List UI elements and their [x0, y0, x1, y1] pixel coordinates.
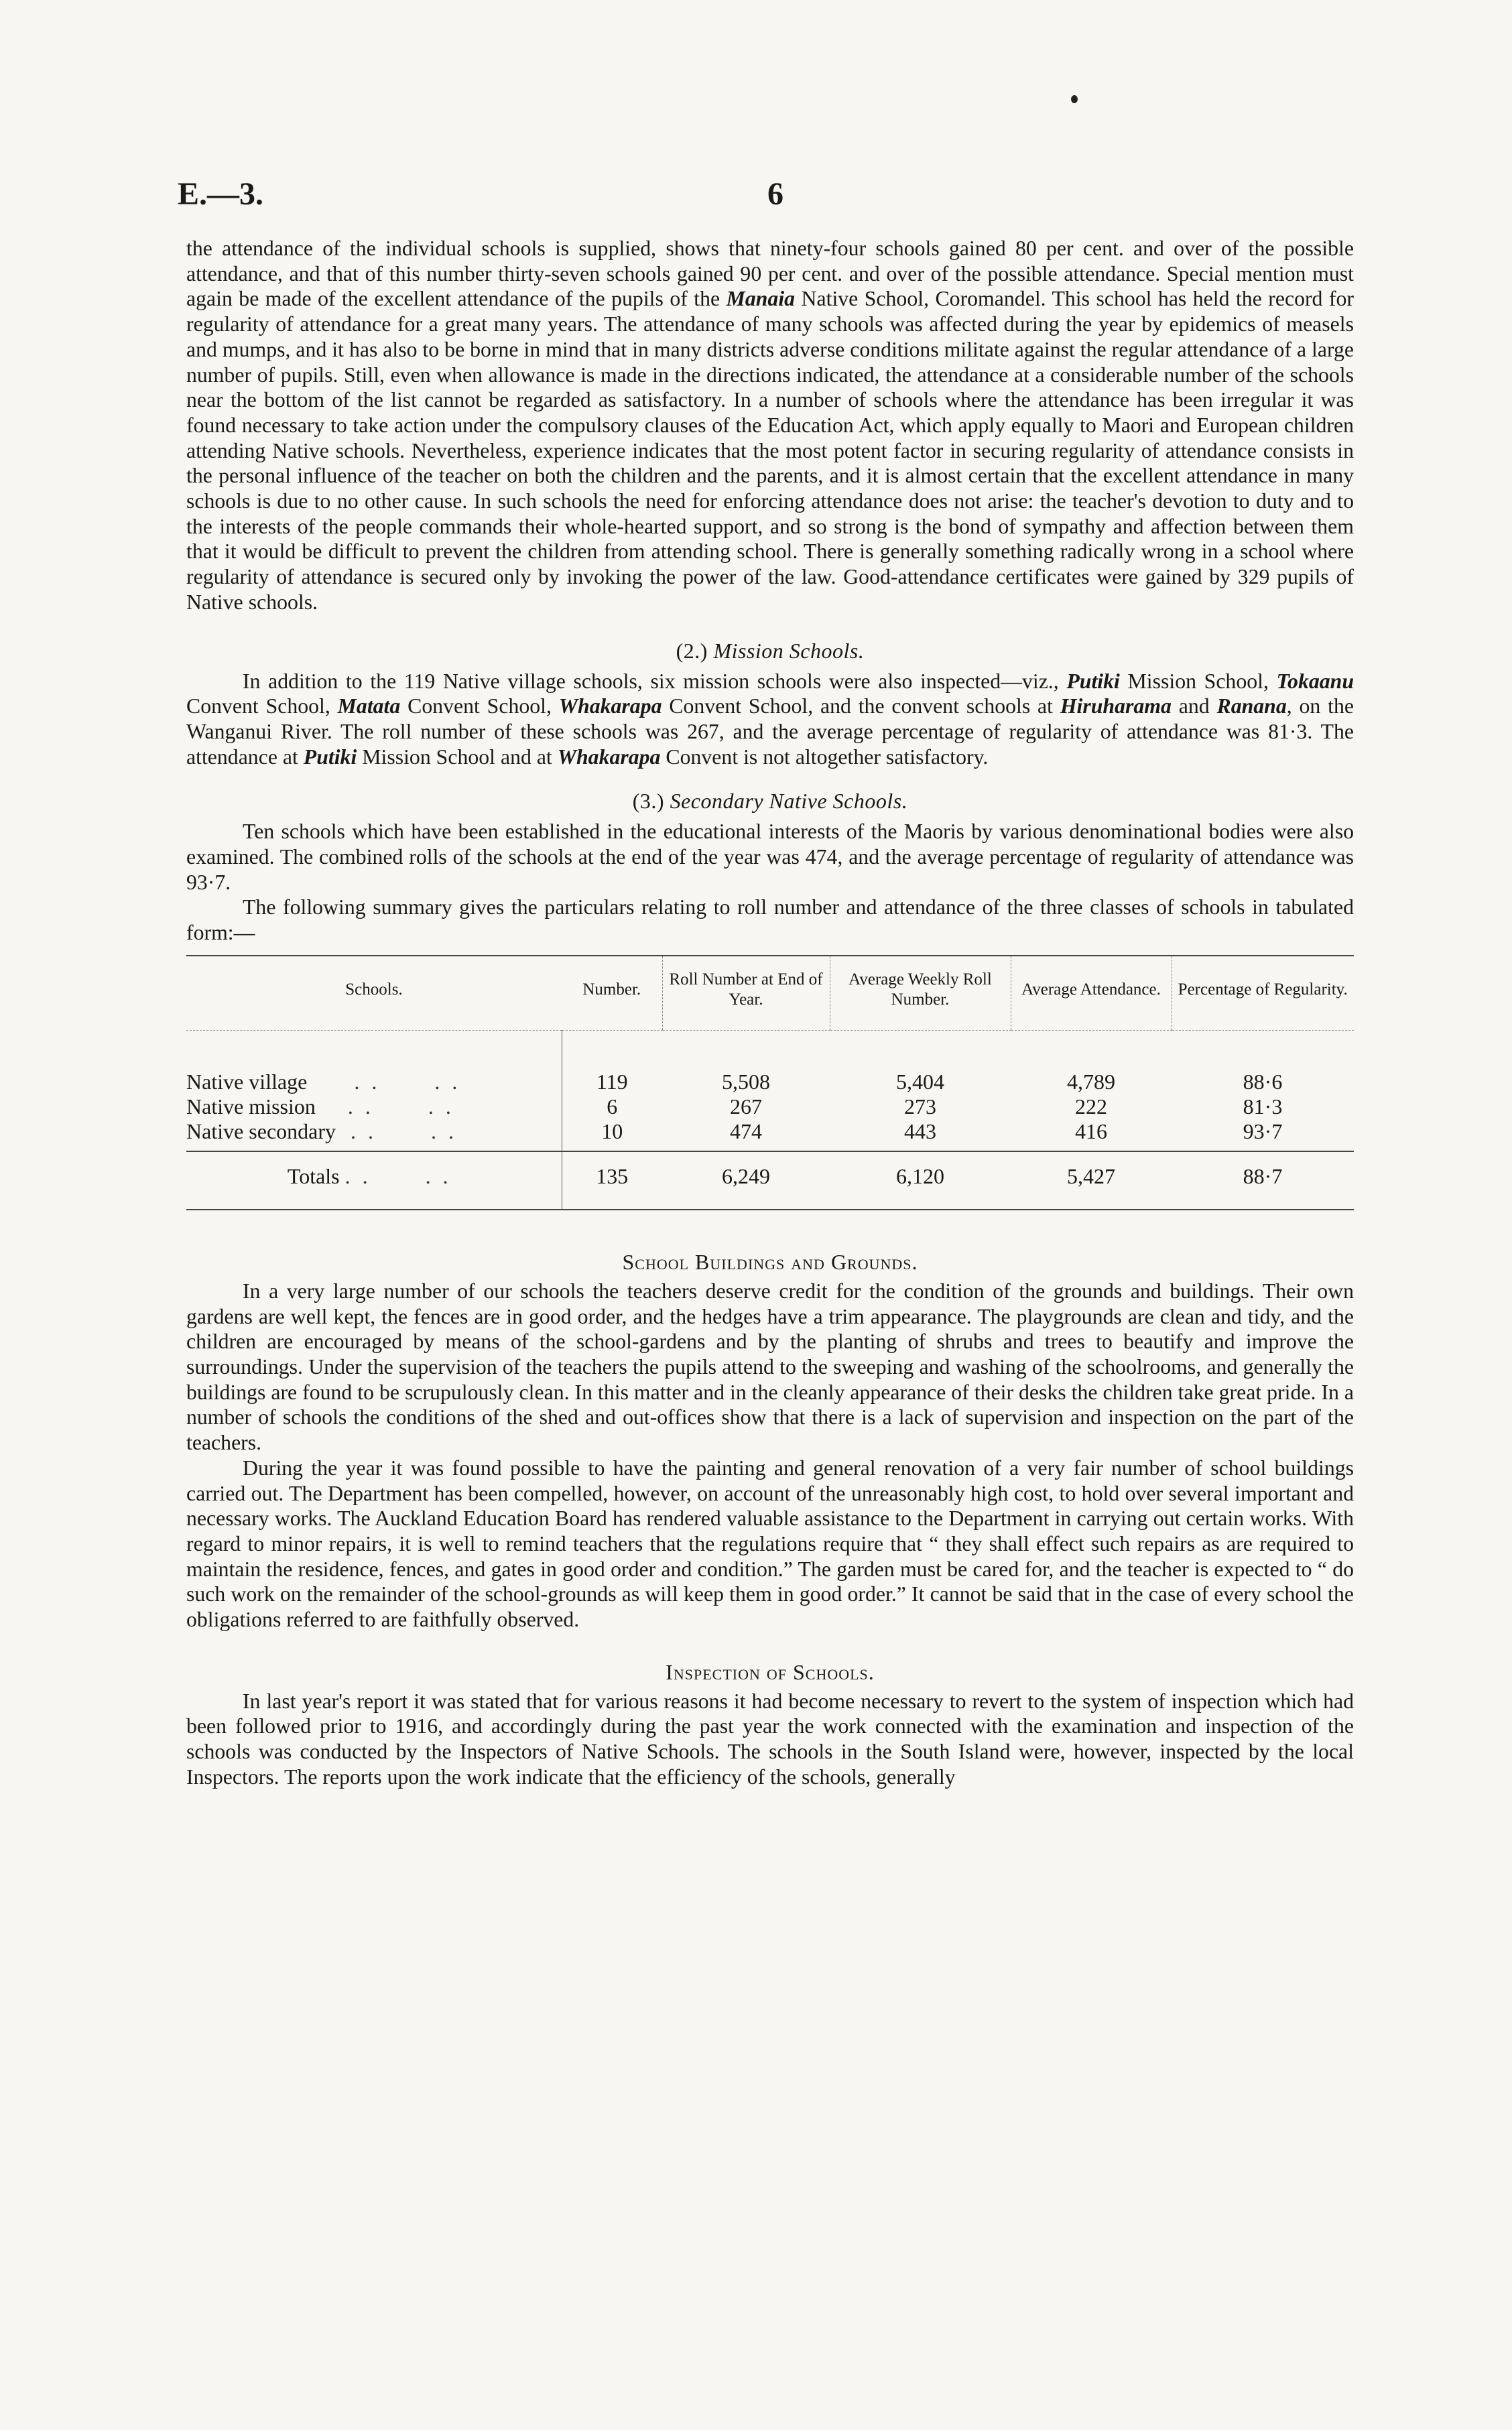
dot-leader: .. [351, 1118, 386, 1143]
page-body [186, 236, 1354, 1790]
school-type: Native mission [186, 1094, 316, 1118]
mission-schools-paragraph [186, 669, 1354, 770]
page-header [178, 176, 1357, 222]
inspection-heading: Inspection of Schools. [666, 1659, 875, 1684]
dot-leader: .. [434, 1069, 470, 1094]
text-run: , on the Wanganui River. The roll number of these schools was 267, and the average percentage of regularity of attendance was 81·3. The attendance at [186, 694, 1354, 769]
totals-regularity-cell: 88·7 [1172, 1151, 1354, 1210]
heading-title: Mission Schools. [713, 638, 865, 663]
school-type-cell [186, 1030, 562, 1094]
column-header-roll: Roll Number at End of Year. [662, 956, 830, 1031]
text-run: Convent School, and the convent schools at [662, 694, 1060, 718]
totals-row [186, 1151, 1354, 1210]
number-cell: 10 [562, 1119, 662, 1151]
table-header-row [186, 956, 1354, 1031]
summary-intro-paragraph: The following summary gives the particulars relating to roll number and attendance of the three classes of schools in tabulated form:— [186, 895, 1354, 945]
weekly-roll-cell: 5,404 [896, 1069, 944, 1094]
dot-leader: .. [344, 1163, 380, 1188]
school-name: Whakarapa [558, 694, 662, 718]
secondary-schools-heading [186, 788, 1354, 814]
text-run: In addition to the 119 Native village schools, six mission schools were also inspected—viz., [243, 669, 1067, 693]
dot-leader: .. [425, 1163, 460, 1188]
school-type: Native secondary [186, 1118, 336, 1143]
totals-roll-cell: 6,249 [662, 1151, 830, 1210]
school-name: Matata [337, 694, 401, 718]
text-run: Native School, Coromandel. This school has held the record for regularity of attendance for a great many years. The attendance of many schools was affected during the year by epidemics of measels and mumps, and it has also to be borne in mind that in many districts adverse conditions militate against the regular attendance of a large number of pupils. Still, even when allowance is made in the directions indicated, the attendance at a considerable number of the schools near the bottom of the list cannot be regarded as satisfactory. In a number of schools where the attendance has been irregular it was found necessary to take action under the compulsory clauses of the Education Act, which apply equally to Maori and European children attending Native schools. Nevertheless, experience indicates that the most potent factor in securing regularity of attendance consists in the personal influence of the teacher on both the children and the parents, and it is almost certain that the excellent attendance in many schools is due to no other cause. In such schools the need for enforcing attendance does not arise: the teacher's devotion to duty and to the interests of the people commands their whole-hearted support, and so strong is the bond of sympathy and affection between them that it would be difficult to prevent the children from attending school. There is generally something radically wrong in a school where regularity of attendance is secured only by invoking the power of the law. Good-attendance certificates were gained by 329 pupils of Native schools. [186, 287, 1354, 614]
attendance-cell: 416 [1075, 1118, 1107, 1143]
number-cell: 6 [562, 1094, 662, 1119]
school-name: Putiki [303, 745, 357, 769]
heading-number: (2.) [676, 638, 714, 663]
column-header-schools: Schools. [186, 956, 562, 1031]
dot-leader: .. [347, 1094, 383, 1118]
weekly-roll-cell: 273 [904, 1094, 936, 1118]
text-run: Mission School and at [357, 745, 558, 769]
regularity-cell: 81·3 [1243, 1094, 1283, 1118]
column-header-attendance: Average Attendance. [1011, 956, 1172, 1031]
buildings-grounds-heading: School Buildings and Grounds. [622, 1249, 918, 1274]
totals-label-cell [186, 1151, 562, 1210]
regularity-cell: 93·7 [1243, 1118, 1283, 1143]
attendance-summary-table [186, 955, 1354, 1210]
school-name: Hiruharama [1060, 694, 1172, 718]
school-name: Tokaanu [1276, 669, 1354, 693]
text-run: Mission School, [1119, 669, 1277, 693]
weekly-roll-cell: 443 [904, 1118, 936, 1143]
ink-mark [1071, 95, 1078, 103]
school-name: Whakarapa [557, 745, 661, 769]
school-name: Putiki [1066, 669, 1120, 693]
totals-number-cell: 135 [562, 1151, 662, 1210]
regularity-cell: 88·6 [1243, 1069, 1283, 1094]
totals-weekly-cell: 6,120 [830, 1151, 1011, 1210]
school-type: Native village [186, 1069, 308, 1094]
table-row [186, 1119, 1354, 1151]
attendance-paragraph [186, 236, 1354, 615]
school-name: Ranana [1216, 694, 1287, 718]
dot-leader: .. [431, 1118, 466, 1143]
school-name: Manaia [726, 287, 796, 311]
table-row [186, 1094, 1354, 1119]
table-row [186, 1030, 1354, 1094]
inspection-paragraph: In last year's report it was stated that for various reasons it had become necessary to revert to the system of inspection which had been followed prior to 1916, and accordingly during the past year the work connected with the examination and inspection of the schools was conducted by the Inspectors of Native Schools. The schools in the South Island were, however, inspected by the local Inspectors. The reports upon the work indicate that the efficiency of the schools, generally [186, 1689, 1354, 1789]
text-run: Convent is not altogether satisfactory. [660, 745, 989, 769]
attendance-cell: 222 [1075, 1094, 1107, 1118]
buildings-paragraph-2: During the year it was found possible to have the painting and general renovation of a very fair number of school buildings carried out. The Department has been compelled, however, on account of the unreasonably high cost, to hold over several important and necessary works. The Auckland Education Board has rendered valuable assistance to the Department in carrying out certain works. With regard to minor repairs, it is well to remind teachers that the regulations require that “ they shall effect such repairs as are required to maintain the residence, fences, and gates in good order and condition.” The garden must be cared for, and the teacher is expected to “ do such work on the remainder of the school-grounds as will keep them in good order.” It cannot be said that in the case of every school the obligations referred to are faithfully observed. [186, 1456, 1354, 1632]
column-header-number: Number. [562, 956, 662, 1031]
text-run: and [1171, 694, 1217, 718]
buildings-paragraph-1: In a very large number of our schools the teachers deserve credit for the condition of the grounds and buildings. Their own gardens are well kept, the fences are in good order, and the hedges have a trim appearance. The playgrounds are clean and tidy, and the children are encouraged by means of the school-gardens and by the planting of shrubs and trees to beautify and improve the surroundings. Under the supervision of the teachers the pupils attend to the sweeping and washing of the schoolrooms, and generally the buildings are found to be scrupulously clean. In this matter and in the cleanly appearance of their desks the children take great pride. In a number of schools the conditions of the shed and out-offices show that there is a lack of supervision and inspection on the part of the teachers. [186, 1279, 1354, 1455]
heading-title: Secondary Native Schools. [670, 789, 908, 814]
text-run: Convent School, [186, 694, 338, 718]
school-type-cell [186, 1119, 562, 1151]
attendance-cell: 4,789 [1067, 1069, 1115, 1094]
roll-cell: 474 [730, 1118, 762, 1143]
school-type-cell [186, 1094, 562, 1119]
dot-leader: .. [354, 1069, 389, 1094]
dot-leader: .. [428, 1094, 463, 1118]
roll-cell: 5,508 [722, 1069, 770, 1094]
page-number: 6 [767, 176, 783, 212]
totals-attendance-cell: 5,427 [1011, 1151, 1172, 1210]
heading-number: (3.) [632, 789, 670, 814]
secondary-schools-paragraph: Ten schools which have been established in the educational interests of the Maoris by various denominational bodies were also examined. The combined rolls of the schools at the end of the year was 474, and the average percentage of regularity of attendance was 93·7. [186, 820, 1354, 894]
totals-label: Totals [287, 1163, 340, 1188]
text-run: the attendance of the individual schools is supplied, shows that ninety-four schools gained 80 per cent. and over of the possible attendance, and that of this number thirty-seven schools gained 90 per cent. and over of the possible attendance. Special mention must again be made of the excellent attendance of the pupils of the [186, 237, 1354, 311]
number-cell: 119 [562, 1030, 662, 1094]
document-code: E.—3. [178, 176, 264, 212]
column-header-regularity: Percentage of Regularity. [1172, 956, 1354, 1031]
mission-schools-heading [186, 638, 1354, 663]
roll-cell: 267 [730, 1094, 762, 1118]
text-run: Convent School, [400, 694, 559, 718]
column-header-weekly: Average Weekly Roll Number. [830, 956, 1011, 1031]
